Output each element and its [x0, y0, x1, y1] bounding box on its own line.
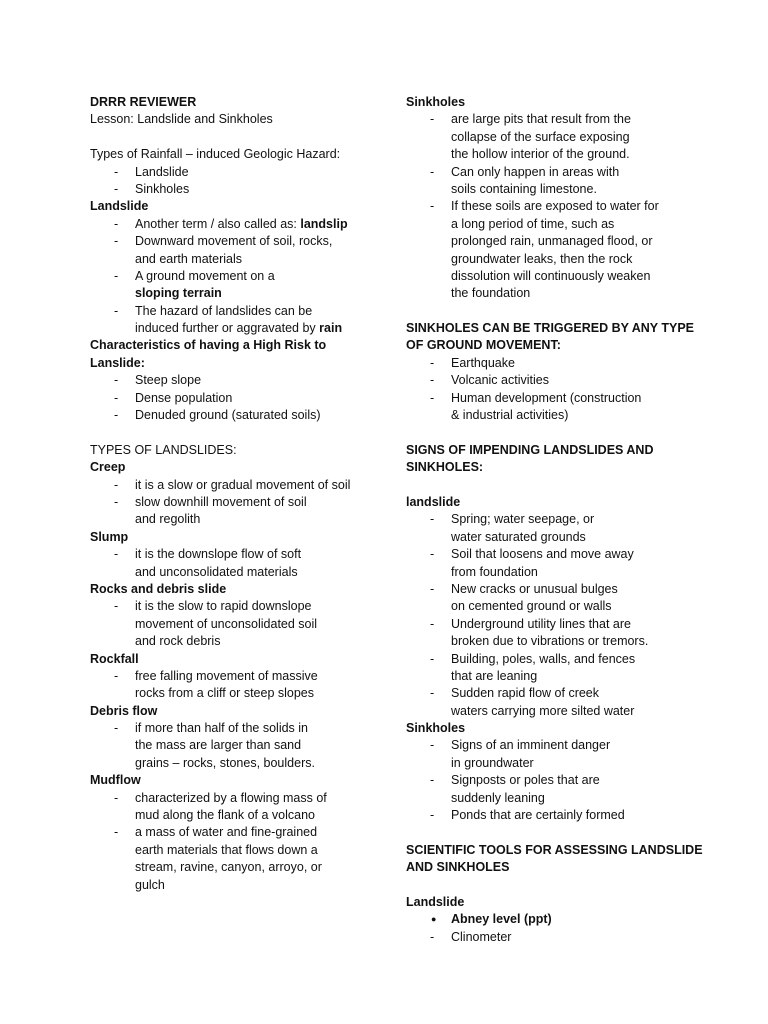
text-run: waters carrying more silted water [451, 703, 635, 718]
text-run: Another term / also called as: [135, 216, 301, 231]
list-item-text [451, 546, 696, 563]
text-run: collapse of the surface exposing [451, 129, 630, 144]
text-run: Signposts or poles that are [451, 773, 600, 788]
dash-marker: - [114, 268, 119, 283]
text-run: in groundwater [451, 755, 534, 770]
text-run: Spring; water seepage, or [451, 512, 595, 527]
text-run: it is a slow or gradual movement of soil [135, 477, 351, 492]
dash-marker: - [114, 668, 119, 683]
list-item [406, 164, 696, 199]
text-run: water saturated grounds [451, 529, 586, 544]
list-item-text [135, 494, 380, 511]
list-item-text [135, 233, 380, 250]
dash-marker: - [430, 373, 435, 388]
list-item-text [135, 842, 380, 859]
text-run: Downward movement of soil, rocks, [135, 234, 333, 249]
section-heading: Sinkholes [406, 721, 466, 736]
bold-term: sloping terrain [135, 286, 222, 301]
text-run: Dense population [135, 390, 233, 405]
dash-marker: - [114, 234, 119, 249]
list-item [90, 233, 380, 268]
list-item-text [451, 198, 696, 215]
list-item-text [135, 616, 380, 633]
text-run: the mass are larger than sand [135, 738, 302, 753]
section-heading: DRRR REVIEWER [90, 95, 197, 109]
list-item-text [135, 546, 380, 563]
text-run: prolonged rain, unmanaged flood, or [451, 234, 653, 249]
list-item-text [135, 598, 380, 615]
list-item-text [451, 233, 696, 250]
dash-marker: - [430, 199, 435, 214]
list-item-text [451, 529, 696, 546]
text-run: Ponds that are certainly formed [451, 808, 625, 823]
text-run: on cemented ground or walls [451, 599, 612, 614]
list-item [406, 737, 696, 772]
text-run: Signs of an imminent danger [451, 738, 611, 753]
section-heading: SCIENTIFIC TOOLS FOR ASSESSING LANDSLIDE [406, 842, 703, 857]
text-run: from foundation [451, 564, 538, 579]
text-run: The hazard of landslides can be [135, 303, 313, 318]
dash-marker: - [114, 477, 119, 492]
text-run: a long period of time, such as [451, 216, 615, 231]
list-item-text [135, 390, 380, 407]
list-item [90, 824, 380, 894]
list-item-text [451, 407, 696, 424]
text-run: broken due to vibrations or tremors. [451, 634, 649, 649]
section-heading: Rocks and debris slide [90, 581, 227, 596]
blank-line [406, 824, 696, 841]
text-run: Clinometer [451, 929, 512, 944]
text-run: movement of unconsolidated soil [135, 616, 318, 631]
text-run: Earthquake [451, 355, 515, 370]
dash-marker: - [430, 738, 435, 753]
text-run: it is the downslope flow of soft [135, 547, 302, 562]
text-run: and earth materials [135, 251, 243, 266]
text-run: if more than half of the solids in [135, 721, 309, 736]
dash-marker: - [114, 181, 119, 196]
list-item-text [451, 355, 696, 372]
text-run: Sudden rapid flow of creek [451, 686, 600, 701]
list-item [90, 720, 380, 772]
paragraph-line: TYPES OF LANDSLIDES: [90, 442, 237, 457]
list-item [90, 546, 380, 581]
list-item-text [451, 598, 696, 615]
section-heading: Lanslide: [90, 355, 145, 370]
list-item-text [451, 268, 696, 285]
section-heading: Landslide [406, 894, 465, 909]
list-item-text [135, 755, 380, 772]
text-run: mud along the flank of a volcano [135, 808, 315, 823]
section-heading: AND SINKHOLES [406, 860, 510, 875]
section-heading: Landslide [90, 199, 149, 214]
list-item [90, 407, 380, 424]
paragraph-line: Lesson: Landslide and Sinkholes [90, 112, 273, 127]
text-run: free falling movement of massive [135, 668, 318, 683]
list-item-text [451, 581, 696, 598]
list-item-text [451, 511, 696, 528]
list-item-text [135, 720, 380, 737]
list-item [406, 911, 696, 928]
text-run: are large pits that result from the [451, 112, 631, 127]
text-run: grains – rocks, stones, boulders. [135, 755, 315, 770]
list-item-text [135, 668, 380, 685]
text-run: earth materials that flows down a [135, 842, 318, 857]
list-item-text [451, 616, 696, 633]
list-item-text [451, 790, 696, 807]
list-item-text [451, 285, 696, 302]
text-run: groundwater leaks, then the rock [451, 251, 633, 266]
blank-line [406, 477, 696, 494]
paragraph-line: Types of Rainfall – induced Geologic Hazard: [90, 147, 341, 162]
section-heading: SINKHOLES CAN BE TRIGGERED BY ANY TYPE [406, 321, 695, 336]
text-run: and rock debris [135, 634, 221, 649]
section-heading: Creep [90, 460, 126, 475]
dash-marker: - [114, 216, 119, 231]
section-heading: OF GROUND MOVEMENT: [406, 338, 561, 353]
blank-line [406, 424, 696, 441]
text-run: a mass of water and fine-grained [135, 825, 318, 840]
dash-marker: - [114, 721, 119, 736]
list-item-text [451, 651, 696, 668]
list-item-text [451, 372, 696, 389]
text-run: and unconsolidated materials [135, 564, 298, 579]
list-item [406, 616, 696, 651]
list-item [90, 390, 380, 407]
bold-term: rain [319, 321, 343, 336]
list-item [406, 807, 696, 824]
text-run: Can only happen in areas with [451, 164, 620, 179]
section-heading: Rockfall [90, 651, 139, 666]
list-item [90, 268, 380, 303]
list-item-text [451, 772, 696, 789]
text-run: and regolith [135, 512, 201, 527]
list-item-text [451, 390, 696, 407]
list-item-text [135, 564, 380, 581]
text-run: the hollow interior of the ground. [451, 147, 630, 162]
dash-marker: - [430, 686, 435, 701]
section-heading: Slump [90, 529, 129, 544]
dash-marker: - [114, 373, 119, 388]
dash-marker: - [430, 547, 435, 562]
list-item [90, 216, 380, 233]
list-item [90, 181, 380, 198]
dash-marker: - [430, 808, 435, 823]
list-item-text [135, 859, 380, 876]
text-run: gulch [135, 877, 165, 892]
list-item [406, 651, 696, 686]
list-item [90, 372, 380, 389]
section-heading: Debris flow [90, 703, 158, 718]
list-item-text [135, 790, 380, 807]
list-item-text [451, 564, 696, 581]
list-item [406, 198, 696, 302]
dash-marker: - [430, 112, 435, 127]
text-run: Landslide [135, 164, 189, 179]
dash-marker: - [430, 355, 435, 370]
list-item-text [451, 633, 696, 650]
dash-marker: - [430, 929, 435, 944]
list-item-text [451, 703, 696, 720]
list-item-text [135, 268, 380, 285]
list-item-text [451, 251, 696, 268]
dash-marker: - [430, 651, 435, 666]
text-run: dissolution will continuously weaken [451, 268, 651, 283]
text-run: New cracks or unusual bulges [451, 581, 618, 596]
list-item-text [135, 181, 380, 198]
list-item [406, 546, 696, 581]
list-item-text [135, 737, 380, 754]
dash-marker: - [114, 825, 119, 840]
dash-marker: - [114, 494, 119, 509]
left-column [90, 94, 380, 894]
list-item-text [135, 633, 380, 650]
section-heading: Characteristics of having a High Risk to [90, 338, 327, 353]
dash-marker: - [430, 616, 435, 631]
list-item-text [135, 372, 380, 389]
list-item-text [135, 303, 380, 320]
section-heading: SINKHOLES: [406, 460, 484, 475]
list-item [406, 772, 696, 807]
list-item-text [135, 285, 380, 302]
list-item [90, 494, 380, 529]
right-column [406, 94, 703, 946]
bullet-icon: ● [431, 914, 437, 925]
text-run: Volcanic activities [451, 373, 549, 388]
section-heading: landslide [406, 494, 461, 509]
text-run: Underground utility lines that are [451, 616, 631, 631]
list-item-text [451, 685, 696, 702]
list-item [90, 790, 380, 825]
dash-marker: - [430, 581, 435, 596]
text-run: induced further or aggravated by [135, 321, 320, 336]
blank-line [406, 303, 696, 320]
text-run: A ground movement on a [135, 268, 275, 283]
section-heading: SIGNS OF IMPENDING LANDSLIDES AND [406, 442, 654, 457]
list-item-text [135, 511, 380, 528]
text-run: rocks from a cliff or steep slopes [135, 686, 315, 701]
dash-marker: - [430, 512, 435, 527]
dash-marker: - [430, 390, 435, 405]
section-heading: Sinkholes [406, 95, 466, 109]
list-item-text [135, 877, 380, 894]
text-run: Denuded ground (saturated soils) [135, 408, 321, 423]
text-run: stream, ravine, canyon, arroyo, or [135, 860, 322, 875]
list-item [406, 390, 696, 425]
text-run: & industrial activities) [451, 408, 569, 423]
list-item-text [135, 164, 380, 181]
list-item-text [451, 216, 696, 233]
text-run: characterized by a flowing mass of [135, 790, 327, 805]
text-run: it is the slow to rapid downslope [135, 599, 312, 614]
list-item-text [451, 737, 696, 754]
list-item [90, 668, 380, 703]
dash-marker: - [430, 773, 435, 788]
list-item [406, 511, 696, 546]
text-run: slow downhill movement of soil [135, 494, 307, 509]
text-run: the foundation [451, 286, 531, 301]
list-item-text [451, 929, 696, 946]
list-item [406, 111, 696, 163]
list-item-text [451, 911, 696, 928]
list-item-text [135, 807, 380, 824]
dash-marker: - [114, 164, 119, 179]
text-run: Soil that loosens and move away [451, 547, 634, 562]
list-item-text [135, 685, 380, 702]
list-item-text [451, 111, 696, 128]
text-run: Building, poles, walls, and fences [451, 651, 636, 666]
list-item-text [135, 251, 380, 268]
list-item [90, 598, 380, 650]
bold-term: landslip [300, 216, 348, 231]
list-item-text [135, 407, 380, 424]
list-item [406, 929, 696, 946]
list-item-text [451, 668, 696, 685]
list-item [406, 685, 696, 720]
blank-line [90, 424, 380, 441]
section-heading: Mudflow [90, 773, 141, 788]
dash-marker: - [114, 790, 119, 805]
text-run: Sinkholes [135, 181, 190, 196]
list-item-text [451, 181, 696, 198]
list-item [90, 164, 380, 181]
list-item [406, 581, 696, 616]
blank-line [90, 129, 380, 146]
list-item [406, 372, 696, 389]
list-item-text [135, 216, 380, 233]
blank-line [406, 877, 696, 894]
text-run: Human development (construction [451, 390, 642, 405]
list-item [90, 303, 380, 338]
dash-marker: - [114, 408, 119, 423]
list-item-text [451, 146, 696, 163]
list-item [90, 477, 380, 494]
list-item-text [451, 807, 696, 824]
list-item-text [451, 755, 696, 772]
list-item [406, 355, 696, 372]
dash-marker: - [430, 164, 435, 179]
list-item-text [451, 129, 696, 146]
list-item-text [451, 164, 696, 181]
list-item-text [135, 320, 380, 337]
dash-marker: - [114, 303, 119, 318]
dash-marker: - [114, 599, 119, 614]
list-item-text [135, 477, 380, 494]
text-run: If these soils are exposed to water for [451, 199, 659, 214]
text-run: that are leaning [451, 668, 538, 683]
list-item-text [135, 824, 380, 841]
dash-marker: - [114, 547, 119, 562]
dash-marker: - [114, 390, 119, 405]
text-run: Steep slope [135, 373, 202, 388]
bold-term: Abney level (ppt) [451, 912, 552, 927]
text-run: soils containing limestone. [451, 181, 597, 196]
text-run: suddenly leaning [451, 790, 545, 805]
